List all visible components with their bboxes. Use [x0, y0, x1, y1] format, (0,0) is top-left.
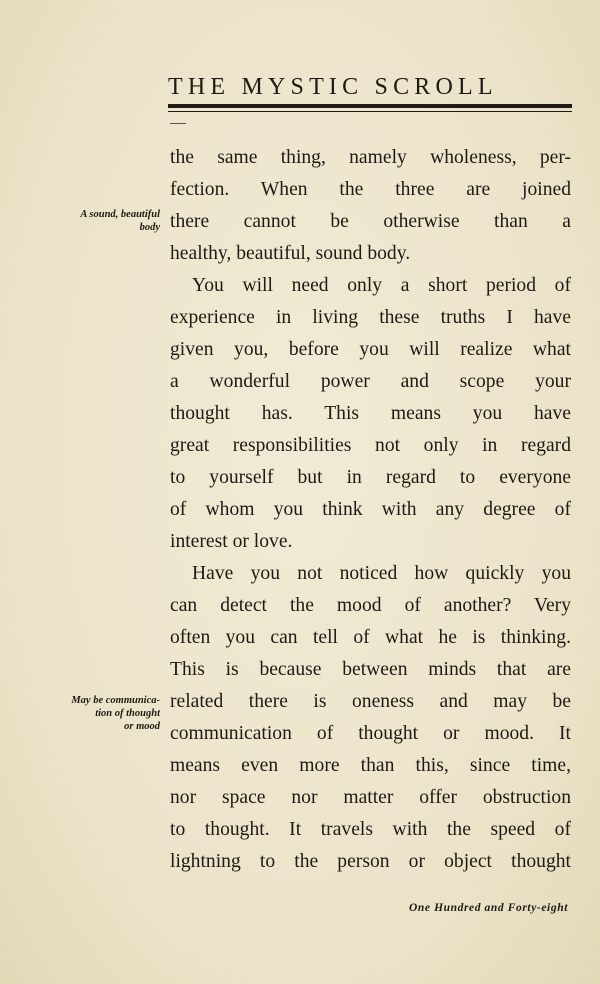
text-line: healthy, beautiful, sound body.	[170, 243, 411, 264]
paragraph-2	[170, 270, 571, 558]
text-line: can detect the mood of another? Very	[170, 595, 571, 616]
text-line: a wonderful power and scope your	[170, 371, 571, 392]
text-line: thought has. This means you have	[170, 403, 571, 424]
text-line: given you, before you will realize what	[170, 339, 571, 360]
text-line: often you can tell of what he is thinking.	[170, 627, 571, 648]
margin-note-line: body	[139, 222, 160, 233]
header-rule-thick	[168, 104, 572, 108]
margin-note-line: tion of thought	[95, 708, 160, 719]
page-number: One Hundred and Forty-eight	[408, 902, 568, 914]
text-line: to thought. It travels with the speed of	[170, 819, 571, 840]
text-line: experience in living these truths I have	[170, 307, 571, 328]
body-text	[170, 142, 571, 878]
text-line: Have you not noticed how quickly you	[192, 563, 571, 584]
margin-note-communication	[30, 694, 160, 733]
paragraph-1	[170, 142, 571, 270]
running-header: THE MYSTIC SCROLL	[168, 74, 498, 100]
text-line: interest or love.	[170, 531, 293, 552]
text-line: the same thing, namely wholeness, per-	[170, 147, 571, 168]
margin-note-line: or mood	[124, 721, 160, 732]
text-line: communication of thought or mood. It	[170, 723, 571, 744]
header-rule-thin	[168, 111, 572, 112]
margin-note-sound-body	[30, 208, 160, 234]
text-line: great responsibilities not only in regard	[170, 435, 571, 456]
header-rule-short	[170, 123, 186, 124]
paragraph-3	[170, 558, 571, 878]
text-line: You will need only a short period of	[192, 275, 571, 296]
text-line: related there is oneness and may be	[170, 691, 571, 712]
text-line: there cannot be otherwise than a	[170, 211, 571, 232]
margin-note-line: A sound, beautiful	[80, 209, 160, 220]
text-line: means even more than this, since time,	[170, 755, 571, 776]
text-line: nor space nor matter offer obstruction	[170, 787, 571, 808]
text-line: of whom you think with any degree of	[170, 499, 571, 520]
text-line: fection. When the three are joined	[170, 179, 571, 200]
text-line: This is because between minds that are	[170, 659, 571, 680]
text-line: lightning to the person or object thought	[170, 851, 571, 872]
text-line: to yourself but in regard to everyone	[170, 467, 571, 488]
margin-note-line: May be communica-	[71, 695, 160, 706]
